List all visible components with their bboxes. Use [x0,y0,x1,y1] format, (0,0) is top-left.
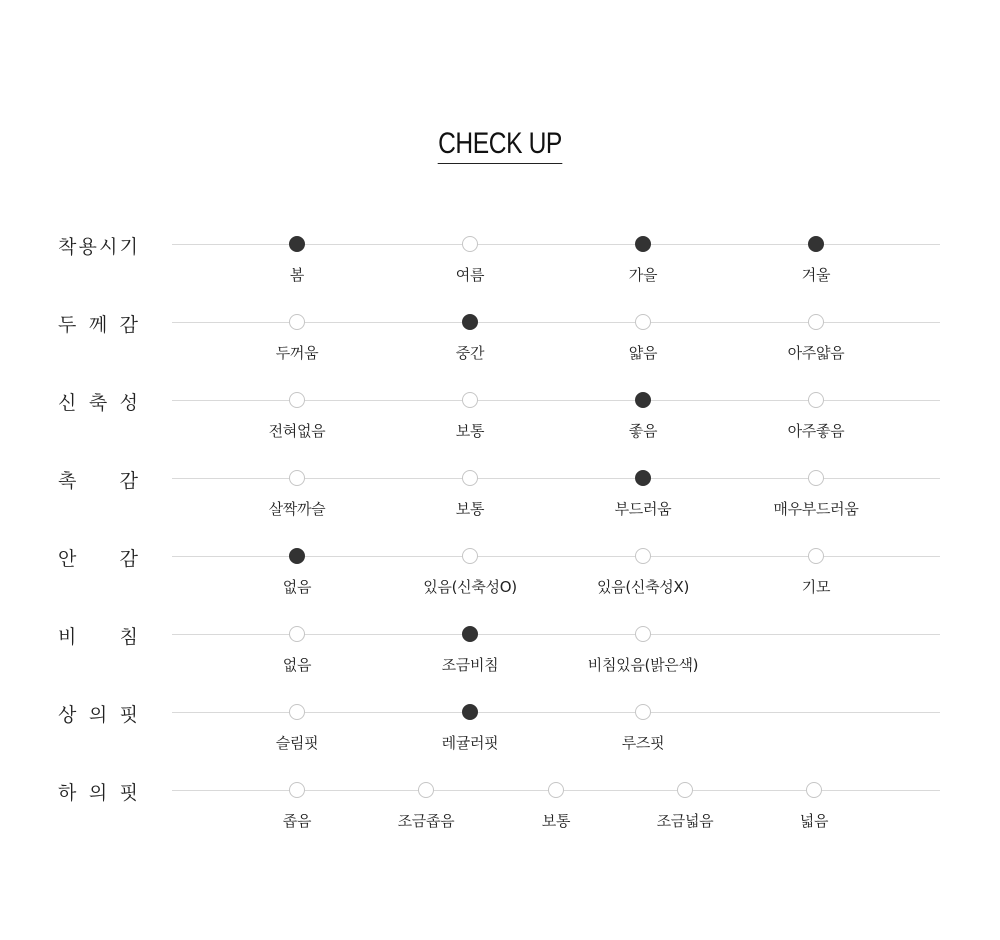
row-label-char: 하 [58,782,77,804]
option-label: 보통 [455,500,485,518]
row-label-char: 신 [58,392,77,414]
option-label: 두꺼움 [275,344,319,362]
unselected-dot [808,314,824,330]
option-label: 루즈핏 [621,734,665,752]
option-label: 보통 [541,812,571,830]
option-label: 가을 [628,266,658,284]
row-stretch [0,392,1000,460]
option-label: 중간 [455,344,485,362]
row-lining [0,548,1000,616]
row-divider-line [172,322,940,323]
row-divider-line [172,712,940,713]
unselected-dot [635,626,651,642]
option-label: 부드러움 [614,500,672,518]
option-label: 얇음 [628,344,658,362]
unselected-dot [462,470,478,486]
option-label: 비침있음(밝은색) [587,656,699,674]
row-label-char: 두 [58,314,77,336]
option-label: 레귤러핏 [441,734,499,752]
unselected-dot [462,236,478,252]
option-label: 조금좁음 [397,812,455,830]
unselected-dot [289,626,305,642]
option-label: 없음 [282,578,312,596]
option-label: 있음(신축성O) [423,578,517,596]
unselected-dot [548,782,564,798]
row-label-char: 안 [58,548,77,570]
row-label-char: 시 [99,236,118,258]
row-label [58,700,138,724]
row-label-char: 상 [58,704,77,726]
option-label: 기모 [801,578,831,596]
row-label-char: 의 [88,782,108,804]
option-label: 보통 [455,422,485,440]
unselected-dot [289,782,305,798]
unselected-dot [635,548,651,564]
option-label: 여름 [455,266,485,284]
unselected-dot [808,548,824,564]
option-label: 없음 [282,656,312,674]
option-label: 넓음 [799,812,829,830]
unselected-dot [289,470,305,486]
row-season [0,236,1000,304]
row-divider-line [172,478,940,479]
option-label: 있음(신축성X) [596,578,690,596]
option-label: 매우부드러움 [773,500,859,518]
unselected-dot [289,704,305,720]
row-label-char: 의 [88,704,108,726]
row-label [58,310,138,334]
row-label-char: 감 [119,548,138,570]
selected-dot [462,314,478,330]
row-label [58,232,138,256]
selected-dot [462,626,478,642]
selected-dot [635,236,651,252]
unselected-dot [635,314,651,330]
row-label-char: 축 [88,392,108,414]
row-label-char: 핏 [119,704,138,726]
row-label-char: 감 [119,314,138,336]
row-label [58,544,138,568]
unselected-dot [808,392,824,408]
selected-dot [635,392,651,408]
option-label: 아주좋음 [787,422,845,440]
option-label: 살짝까슬 [268,500,326,518]
selected-dot [289,548,305,564]
row-divider-line [172,400,940,401]
row-label [58,622,138,646]
option-label: 봄 [289,266,305,284]
option-label: 조금넓음 [656,812,714,830]
row-divider-line [172,244,940,245]
row-divider-line [172,556,940,557]
option-label: 좋음 [628,422,658,440]
row-label [58,388,138,412]
option-label: 슬림핏 [275,734,319,752]
selected-dot [635,470,651,486]
unselected-dot [289,392,305,408]
row-texture [0,470,1000,538]
option-label: 겨울 [801,266,831,284]
selected-dot [462,704,478,720]
option-label: 아주얇음 [787,344,845,362]
row-label-char: 침 [119,626,138,648]
unselected-dot [677,782,693,798]
unselected-dot [462,548,478,564]
option-label: 전혀없음 [268,422,326,440]
row-label [58,778,138,802]
row-top-fit [0,704,1000,772]
row-label-char: 성 [119,392,138,414]
option-label: 조금비침 [441,656,499,674]
selected-dot [808,236,824,252]
unselected-dot [418,782,434,798]
row-label-char: 께 [88,314,108,336]
row-label-char: 기 [119,236,138,258]
row-thickness [0,314,1000,382]
row-label-char: 촉 [58,470,77,492]
unselected-dot [808,470,824,486]
row-label-char: 비 [58,626,77,648]
page-title: CHECK UP [90,126,910,164]
row-label-char: 핏 [119,782,138,804]
option-label: 좁음 [282,812,312,830]
row-label-char: 감 [119,470,138,492]
unselected-dot [289,314,305,330]
row-label-char: 착 [58,236,77,258]
unselected-dot [806,782,822,798]
row-bottom-fit [0,782,1000,850]
unselected-dot [462,392,478,408]
row-sheerness [0,626,1000,694]
row-label [58,466,138,490]
row-label-char: 용 [78,236,97,258]
row-divider-line [172,634,940,635]
selected-dot [289,236,305,252]
unselected-dot [635,704,651,720]
